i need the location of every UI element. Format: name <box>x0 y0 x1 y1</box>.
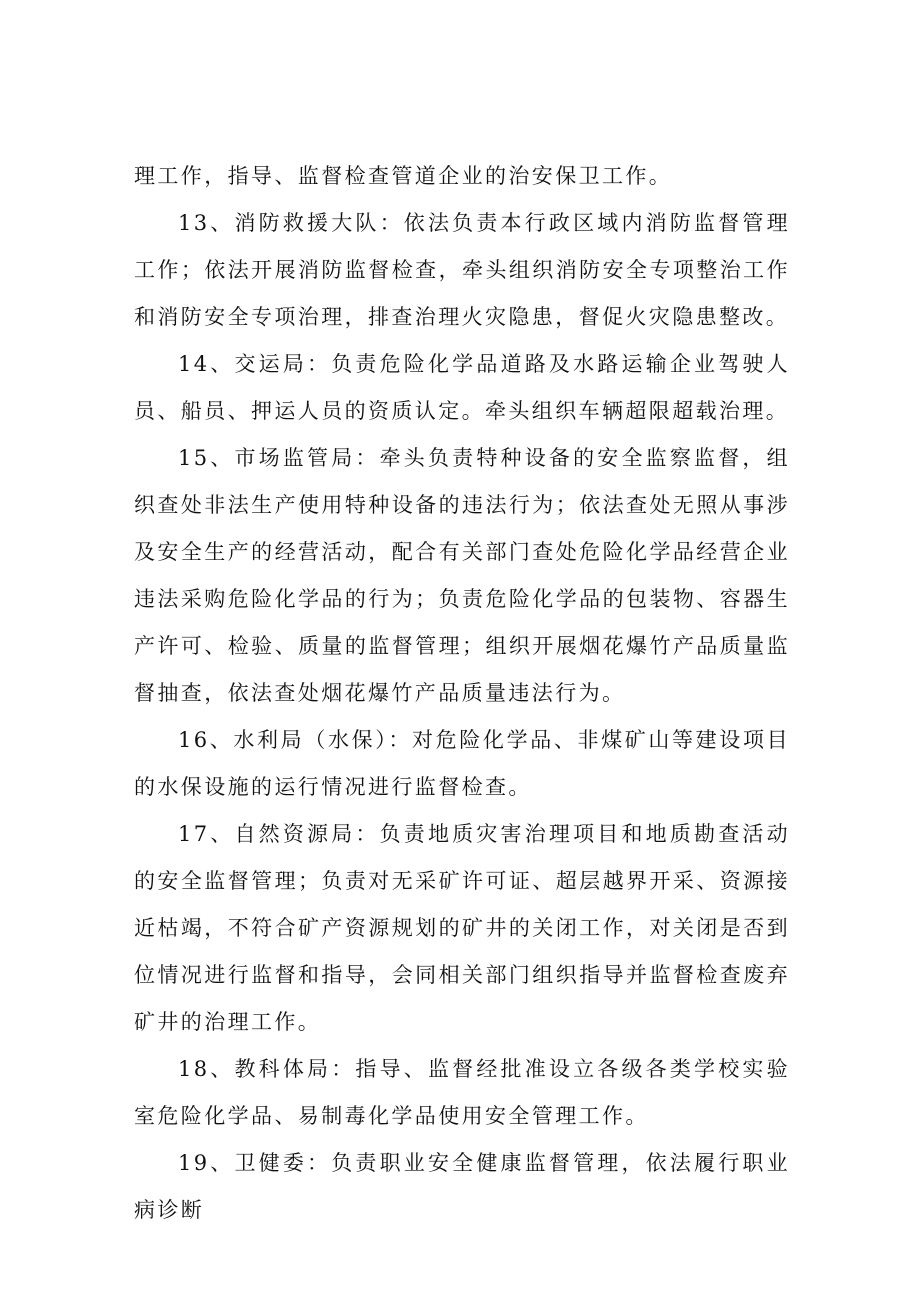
paragraph-item-15: 15、市场监管局：牵头负责特种设备的安全监察监督，组织查处非法生产使用特种设备的违法行为；依法查处无照从事涉及安全生产的经营活动，配合有关部门查处危险化学品经营企业违法采购危险化学品的行为；负责危险化学品的包装物、容器生产许可、检验、质量的监督管理；组织开展烟花爆竹产品质量监督抽查，依法查处烟花爆竹产品质量违法行为。 <box>134 446 790 705</box>
paragraph-item-14: 14、交运局：负责危险化学品道路及水路运输企业驾驶人员、船员、押运人员的资质认定。牵头组织车辆超限超载治理。 <box>134 352 790 423</box>
document-body <box>134 153 790 1234</box>
paragraph-item-19: 19、卫健委：负责职业安全健康监督管理，依法履行职业病诊断 <box>134 1151 790 1222</box>
paragraph-item-17: 17、自然资源局：负责地质灾害治理项目和地质勘查活动的安全监督管理；负责对无采矿许可证、超层越界开采、资源接近枯竭，不符合矿产资源规划的矿井的关闭工作，对关闭是否到位情况进行监督和指导，会同相关部门组织指导并监督检查废弃矿井的治理工作。 <box>134 822 790 1034</box>
paragraph-continuation: 理工作，指导、监督检查管道企业的治安保卫工作。 <box>134 164 673 188</box>
paragraph-item-16: 16、水利局（水保）：对危险化学品、非煤矿山等建设项目的水保设施的运行情况进行监督检查。 <box>134 728 790 799</box>
paragraph-item-13: 13、消防救援大队：依法负责本行政区域内消防监督管理工作；依法开展消防监督检查，牵头组织消防安全专项整治工作和消防安全专项治理，排查治理火灾隐患，督促火灾隐患整改。 <box>134 211 790 329</box>
paragraph-item-18: 18、教科体局：指导、监督经批准设立各级各类学校实验室危险化学品、易制毒化学品使用安全管理工作。 <box>134 1057 790 1128</box>
